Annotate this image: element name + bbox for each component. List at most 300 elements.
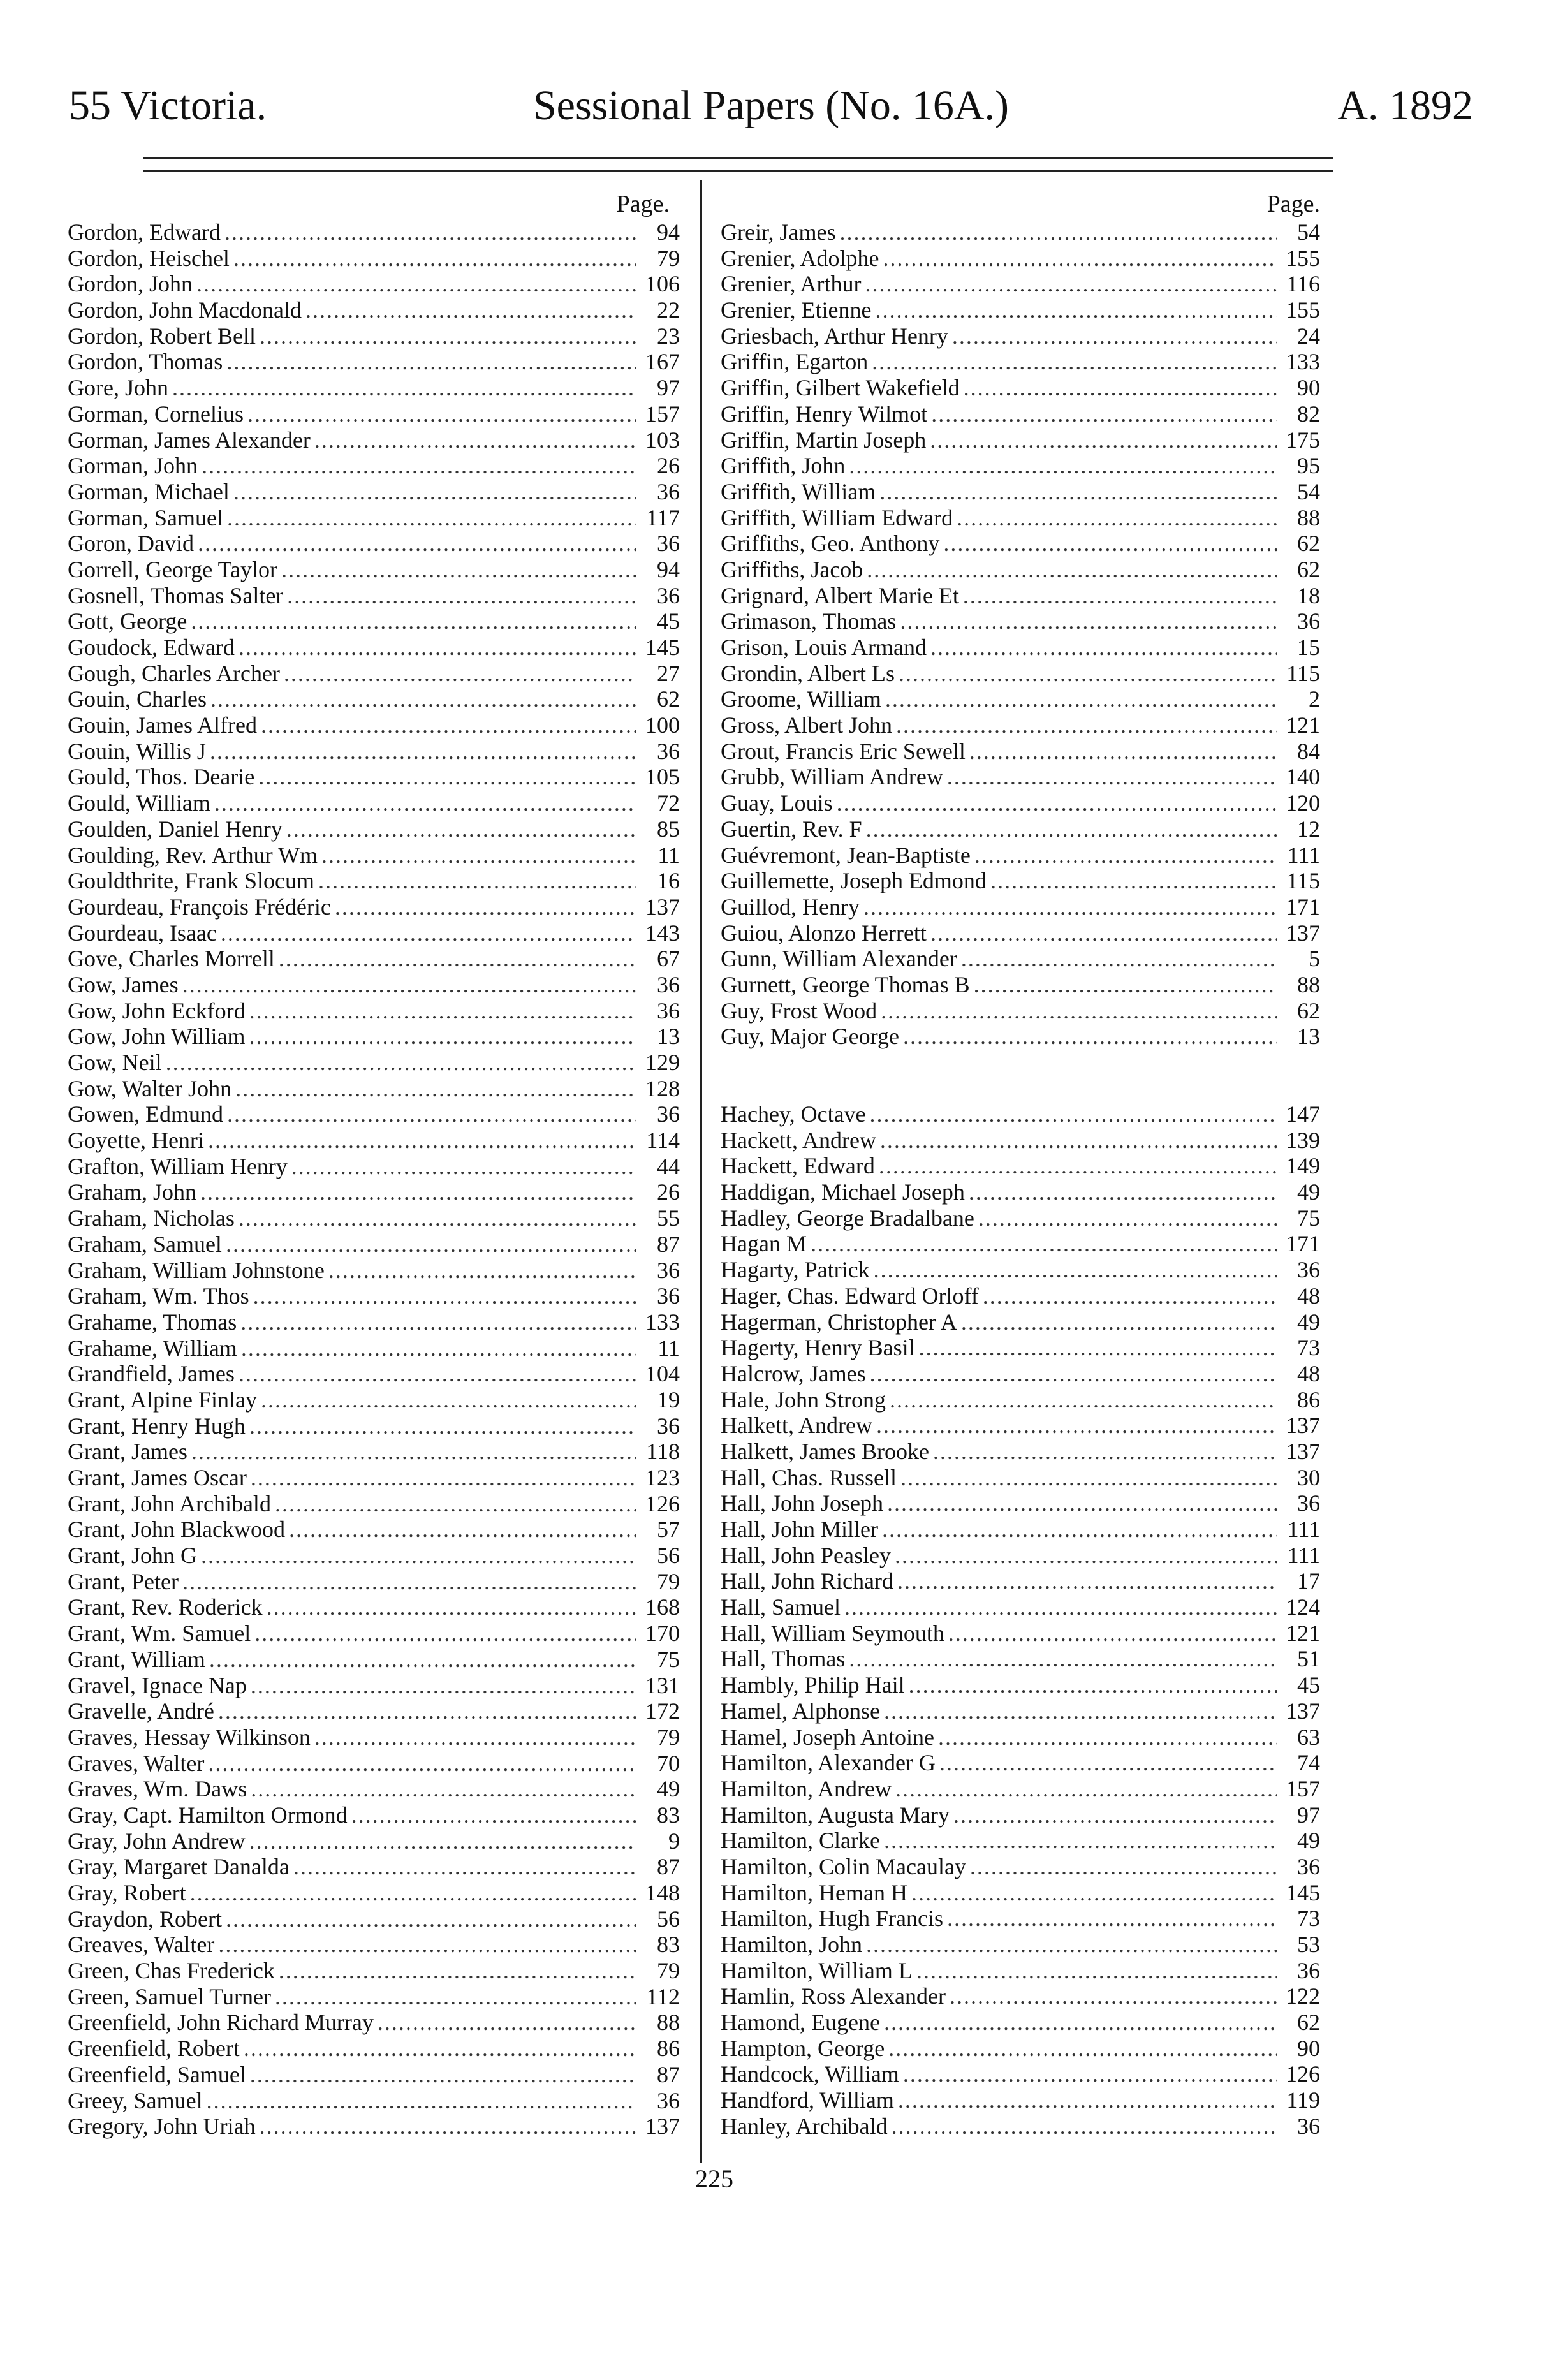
- entry-page-number: 49: [1297, 1309, 1320, 1335]
- index-entry: [721, 246, 1320, 272]
- entry-name: Gorrell, George Taylor: [68, 556, 278, 582]
- dot-leader: [249, 1413, 636, 1439]
- entry-name: Grant, James Oscar: [68, 1465, 247, 1490]
- entry-page-number: 36: [657, 1413, 680, 1439]
- index-entry: [721, 1309, 1320, 1335]
- index-entry: [68, 1880, 680, 1906]
- index-entry: [68, 686, 680, 712]
- entry-name: Hagerty, Henry Basil: [721, 1335, 915, 1361]
- entry-name: Graham, Samuel: [68, 1231, 222, 1257]
- dot-leader: [933, 1439, 1277, 1465]
- entry-name: Hamlin, Ross Alexander: [721, 1983, 946, 2009]
- index-entry: [721, 2036, 1320, 2062]
- entry-name: Haddigan, Michael Joseph: [721, 1179, 965, 1205]
- index-entry: [721, 1128, 1320, 1154]
- entry-name: Gow, Walter John: [68, 1075, 232, 1101]
- dot-leader: [378, 2009, 636, 2036]
- dot-leader: [930, 635, 1277, 661]
- index-entry: [68, 894, 680, 920]
- entry-page-number: 137: [1286, 1698, 1320, 1724]
- dot-leader: [930, 427, 1277, 453]
- entry-name: Hamilton, Heman H: [721, 1879, 907, 1906]
- index-entry: [68, 479, 680, 505]
- dot-leader: [254, 1620, 636, 1647]
- dot-leader: [233, 246, 636, 272]
- entry-name: Handford, William: [721, 2087, 894, 2113]
- index-entry: [721, 1465, 1320, 1491]
- entry-name: Graham, William Johnstone: [68, 1257, 325, 1283]
- entry-name: Gravelle, André: [68, 1698, 214, 1724]
- entry-page-number: 83: [657, 1932, 680, 1958]
- dot-leader: [314, 1724, 636, 1751]
- index-entry: [68, 1154, 680, 1180]
- header-rule-top: [143, 157, 1333, 159]
- index-entry: [68, 608, 680, 635]
- index-entry: [721, 661, 1320, 687]
- entry-name: Grant, Alpine Finlay: [68, 1386, 257, 1413]
- index-entry: [721, 1776, 1320, 1802]
- entry-name: Hamilton, Augusta Mary: [721, 1802, 950, 1828]
- entry-page-number: 95: [1297, 453, 1320, 479]
- dot-leader: [837, 790, 1277, 816]
- dot-leader: [884, 1698, 1277, 1724]
- entry-page-number: 73: [1297, 1335, 1320, 1361]
- entry-name: Gordon, Heischel: [68, 245, 230, 271]
- index-entry: [721, 1335, 1320, 1361]
- entry-name: Grant, Peter: [68, 1568, 179, 1594]
- entry-page-number: 18: [1297, 582, 1320, 608]
- dot-leader: [844, 1594, 1277, 1620]
- index-entry: [68, 1309, 680, 1335]
- index-entry: [721, 1231, 1320, 1257]
- entry-name: Gunn, William Alexander: [721, 946, 957, 972]
- index-entry: [68, 1413, 680, 1439]
- dot-leader: [328, 1258, 636, 1284]
- dot-leader: [903, 2061, 1277, 2087]
- dot-leader: [293, 1854, 636, 1880]
- dot-leader: [226, 349, 636, 375]
- index-entry: [68, 2009, 680, 2036]
- dot-leader: [209, 1647, 636, 1673]
- entry-name: Gouin, Willis J: [68, 738, 206, 764]
- index-entry: [68, 1620, 680, 1647]
- entry-page-number: 73: [1297, 1906, 1320, 1932]
- dot-leader: [351, 1802, 636, 1828]
- entry-page-number: 88: [1297, 971, 1320, 997]
- entry-page-number: 175: [1286, 427, 1320, 453]
- dot-leader: [200, 1179, 636, 1205]
- entry-page-number: 116: [1286, 271, 1320, 297]
- dot-leader: [191, 1439, 636, 1465]
- entry-name: Hamel, Alphonse: [721, 1698, 880, 1724]
- index-entry: [721, 894, 1320, 920]
- index-entry: [68, 1854, 680, 1880]
- entry-name: Grahame, William: [68, 1335, 237, 1361]
- dot-leader: [892, 2113, 1277, 2140]
- dot-leader: [950, 1983, 1277, 2009]
- dot-leader: [964, 375, 1277, 401]
- entry-name: Grenier, Adolphe: [721, 245, 879, 271]
- entry-name: Grant, Rev. Roderick: [68, 1594, 263, 1620]
- index-entry: [68, 1050, 680, 1076]
- entry-page-number: 49: [657, 1776, 680, 1802]
- dot-leader: [970, 1854, 1277, 1880]
- entry-page-number: 90: [1297, 2035, 1320, 2061]
- index-column-left: [68, 189, 680, 2140]
- entry-page-number: 15: [1297, 635, 1320, 660]
- dot-leader: [190, 1880, 636, 1906]
- index-entry: [721, 738, 1320, 765]
- dot-leader: [305, 297, 636, 323]
- entry-page-number: 49: [1297, 1828, 1320, 1854]
- dot-leader: [866, 816, 1277, 842]
- entry-name: Hamilton, Hugh Francis: [721, 1906, 943, 1932]
- entry-page-number: 97: [657, 375, 680, 401]
- index-entry: [721, 635, 1320, 661]
- entry-page-number: 84: [1297, 738, 1320, 764]
- dot-leader: [890, 1387, 1277, 1413]
- dot-leader: [249, 1024, 636, 1050]
- entry-page-number: 54: [1297, 478, 1320, 504]
- dot-leader: [974, 842, 1277, 869]
- entry-name: Halcrow, James: [721, 1360, 866, 1386]
- entry-page-number: 114: [646, 1128, 680, 1154]
- entry-name: Grubb, William Andrew: [721, 764, 943, 790]
- dot-leader: [990, 868, 1277, 894]
- entry-name: Grondin, Albert Ls: [721, 660, 895, 686]
- index-entry: [721, 1179, 1320, 1205]
- entry-page-number: 36: [657, 582, 680, 608]
- entry-page-number: 36: [657, 1283, 680, 1309]
- entry-name: Gosnell, Thomas Salter: [68, 582, 284, 608]
- dot-leader: [870, 1361, 1277, 1387]
- index-entry: [68, 531, 680, 557]
- dot-leader: [930, 920, 1277, 946]
- index-entry: [68, 1076, 680, 1102]
- column-divider: [700, 180, 702, 2163]
- entry-page-number: 112: [646, 1983, 680, 2009]
- index-entry: [721, 1205, 1320, 1231]
- entry-name: Gurnett, George Thomas B: [721, 971, 970, 997]
- entry-name: Hamilton, John: [721, 1932, 862, 1957]
- index-entry: [721, 1958, 1320, 1984]
- entry-page-number: 11: [657, 842, 680, 868]
- index-entry: [721, 2009, 1320, 2036]
- entry-page-number: 36: [1297, 1257, 1320, 1283]
- entry-name: Green, Samuel Turner: [68, 1983, 271, 2009]
- entry-name: Grandfield, James: [68, 1361, 235, 1387]
- entry-page-number: 111: [1287, 1517, 1320, 1542]
- entry-page-number: 87: [657, 1854, 680, 1880]
- entry-name: Hackett, Edward: [721, 1153, 875, 1179]
- entry-page-number: 123: [645, 1465, 680, 1490]
- entry-page-number: 11: [657, 1335, 680, 1361]
- entry-page-number: 26: [657, 453, 680, 479]
- dot-leader: [210, 686, 636, 712]
- entry-name: Gouin, James Alfred: [68, 712, 257, 738]
- entry-name: Gorman, Michael: [68, 478, 230, 504]
- entry-page-number: 137: [1286, 920, 1320, 946]
- dot-leader: [239, 635, 636, 661]
- entry-name: Gould, Thos. Dearie: [68, 764, 255, 790]
- index-entry: [68, 583, 680, 609]
- entry-name: Guertin, Rev. F: [721, 816, 862, 842]
- index-entry: [721, 427, 1320, 453]
- index-entry: [721, 2061, 1320, 2087]
- dot-leader: [267, 1594, 636, 1620]
- index-entry: [68, 816, 680, 842]
- index-entry: [68, 1024, 680, 1050]
- entry-name: Hambly, Philip Hail: [721, 1672, 905, 1698]
- entry-page-number: 9: [668, 1828, 680, 1854]
- entry-page-number: 145: [1286, 1879, 1320, 1906]
- entry-name: Griffin, Henry Wilmot: [721, 400, 928, 427]
- entry-name: Grant, Wm. Samuel: [68, 1620, 251, 1647]
- header-year: A. 1892: [1337, 82, 1473, 129]
- entry-name: Hagerman, Christopher A: [721, 1309, 957, 1335]
- entry-name: Hamilton, William L: [721, 1957, 913, 1983]
- dot-leader: [261, 712, 636, 738]
- index-entry: [68, 635, 680, 661]
- index-entry: [68, 1128, 680, 1154]
- entry-page-number: 16: [657, 868, 680, 894]
- index-entry: [68, 1724, 680, 1751]
- dot-leader: [948, 1620, 1277, 1647]
- entry-page-number: 62: [1297, 997, 1320, 1024]
- index-entry: [68, 557, 680, 583]
- section-gap: [721, 1050, 1320, 1101]
- index-entry: [721, 946, 1320, 972]
- entry-page-number: 117: [646, 504, 680, 531]
- index-entry: [721, 1543, 1320, 1569]
- index-entry: [68, 1517, 680, 1543]
- index-entry: [68, 1984, 680, 2010]
- index-entry: [721, 1568, 1320, 1594]
- entry-page-number: 88: [1297, 504, 1320, 531]
- entry-name: Greir, James: [721, 219, 836, 245]
- entry-page-number: 129: [645, 1050, 680, 1075]
- index-entry: [721, 1802, 1320, 1828]
- entry-name: Griffith, William: [721, 478, 876, 504]
- entry-page-number: 111: [1287, 842, 1320, 868]
- index-entry: [721, 2087, 1320, 2113]
- dot-leader: [166, 1050, 636, 1076]
- dot-leader: [887, 1490, 1277, 1517]
- entry-name: Gouldthrite, Frank Slocum: [68, 868, 314, 894]
- entry-name: Goulding, Rev. Arthur Wm: [68, 842, 318, 868]
- entry-page-number: 119: [1286, 2087, 1320, 2113]
- entry-page-number: 147: [1286, 1101, 1320, 1127]
- entry-name: Grant, John Archibald: [68, 1490, 271, 1517]
- entry-name: Hampton, George: [721, 2035, 885, 2061]
- entry-page-number: 36: [1297, 1957, 1320, 1983]
- index-entry: [68, 1828, 680, 1855]
- entry-name: Graham, John: [68, 1179, 196, 1205]
- entry-page-number: 51: [1297, 1646, 1320, 1672]
- dot-leader: [250, 2062, 636, 2088]
- entry-page-number: 168: [645, 1594, 680, 1620]
- index-entry: [68, 790, 680, 816]
- dot-leader: [953, 1802, 1277, 1828]
- entry-page-number: 155: [1286, 297, 1320, 323]
- entry-name: Griffiths, Jacob: [721, 556, 863, 582]
- entry-name: Grison, Louis Armand: [721, 635, 927, 660]
- entry-name: Gourdeau, Isaac: [68, 920, 217, 946]
- dot-leader: [867, 557, 1277, 583]
- entry-page-number: 57: [657, 1517, 680, 1543]
- entry-name: Hadley, George Bradalbane: [721, 1205, 974, 1231]
- dot-leader: [221, 920, 636, 946]
- entry-name: Greaves, Walter: [68, 1932, 215, 1958]
- dot-leader: [286, 816, 636, 842]
- entry-page-number: 12: [1297, 816, 1320, 842]
- index-entry: [68, 1205, 680, 1231]
- dot-leader: [895, 1543, 1277, 1569]
- entry-page-number: 36: [657, 1257, 680, 1283]
- dot-leader: [198, 531, 636, 557]
- entry-page-number: 86: [1297, 1386, 1320, 1413]
- index-entry: [721, 219, 1320, 246]
- entry-name: Gowen, Edmund: [68, 1101, 223, 1128]
- entry-page-number: 63: [1297, 1724, 1320, 1750]
- entry-page-number: 45: [657, 608, 680, 635]
- entry-page-number: 79: [657, 1724, 680, 1750]
- entry-page-number: 62: [657, 686, 680, 712]
- entry-page-number: 94: [657, 556, 680, 582]
- entry-name: Hamel, Joseph Antoine: [721, 1724, 934, 1750]
- dot-leader: [879, 1153, 1277, 1179]
- index-entry: [68, 1569, 680, 1595]
- entry-name: Griffith, John: [721, 453, 846, 479]
- index-entry: [68, 1361, 680, 1387]
- entry-name: Gow, Neil: [68, 1050, 162, 1075]
- entry-page-number: 36: [657, 971, 680, 997]
- index-entry: [721, 1672, 1320, 1698]
- entry-name: Griffin, Martin Joseph: [721, 427, 927, 453]
- entry-name: Groome, William: [721, 686, 881, 712]
- entry-name: Hagarty, Patrick: [721, 1257, 870, 1283]
- index-entry: [68, 1932, 680, 1958]
- entry-name: Halkett, Andrew: [721, 1413, 872, 1439]
- entry-page-number: 54: [1297, 219, 1320, 245]
- entry-name: Hager, Chas. Edward Orloff: [721, 1282, 979, 1309]
- entry-page-number: 24: [1297, 323, 1320, 349]
- dot-leader: [881, 998, 1277, 1024]
- entry-page-number: 118: [646, 1439, 680, 1465]
- dot-leader: [879, 479, 1277, 505]
- index-entry: [721, 401, 1320, 427]
- entry-page-number: 171: [1286, 1231, 1320, 1257]
- entry-name: Gorman, Cornelius: [68, 400, 244, 427]
- entry-name: Guy, Frost Wood: [721, 997, 877, 1024]
- index-entry: [68, 738, 680, 765]
- dot-leader: [884, 1828, 1277, 1854]
- dot-leader: [943, 531, 1277, 557]
- entry-page-number: 19: [657, 1386, 680, 1413]
- entry-name: Hamond, Eugene: [721, 2009, 880, 2036]
- entry-name: Hackett, Andrew: [721, 1127, 876, 1153]
- index-entry: [721, 531, 1320, 557]
- entry-name: Gordon, Edward: [68, 219, 221, 245]
- entry-page-number: 5: [1309, 946, 1320, 972]
- entry-page-number: 36: [1297, 2113, 1320, 2139]
- entry-page-number: 70: [657, 1750, 680, 1776]
- dot-leader: [182, 1569, 636, 1595]
- dot-leader: [872, 349, 1277, 375]
- dot-leader: [202, 453, 636, 479]
- entry-page-number: 124: [1286, 1594, 1320, 1620]
- entry-page-number: 105: [645, 764, 680, 790]
- entry-name: Greenfield, Samuel: [68, 2061, 246, 2087]
- entry-name: Gourdeau, François Frédéric: [68, 893, 331, 920]
- index-entry: [68, 1958, 680, 1984]
- dot-leader: [957, 505, 1277, 531]
- entry-name: Hamilton, Colin Macaulay: [721, 1853, 966, 1879]
- entry-page-number: 23: [657, 323, 680, 349]
- dot-leader: [880, 1128, 1277, 1154]
- entry-name: Hall, William Seymouth: [721, 1620, 944, 1646]
- entry-name: Gow, John Eckford: [68, 997, 246, 1024]
- dot-leader: [882, 1517, 1277, 1543]
- dot-leader: [874, 1257, 1277, 1283]
- dot-leader: [287, 583, 636, 609]
- dot-leader: [281, 557, 636, 583]
- dot-leader: [201, 1543, 636, 1569]
- entry-name: Gray, Margaret Danalda: [68, 1854, 290, 1880]
- index-entry: [68, 1751, 680, 1777]
- dot-leader: [239, 1205, 636, 1231]
- index-entry: [68, 1776, 680, 1802]
- dot-leader: [870, 1101, 1277, 1128]
- entry-name: Guy, Major George: [721, 1024, 899, 1050]
- dot-leader: [974, 972, 1277, 998]
- entry-page-number: 106: [645, 271, 680, 297]
- dot-leader: [911, 1880, 1277, 1906]
- index-entry: [721, 349, 1320, 375]
- dot-leader: [318, 868, 636, 894]
- entry-page-number: 121: [1286, 712, 1320, 738]
- entry-page-number: 30: [1297, 1464, 1320, 1490]
- entry-name: Grenier, Arthur: [721, 271, 862, 297]
- dot-leader: [969, 1179, 1277, 1205]
- entry-page-number: 44: [657, 1153, 680, 1179]
- entry-page-number: 87: [657, 1231, 680, 1257]
- index-entry: [68, 2062, 680, 2088]
- entry-page-number: 36: [657, 738, 680, 764]
- dot-leader: [218, 1932, 636, 1958]
- index-entry: [68, 505, 680, 531]
- index-entry: [721, 1932, 1320, 1958]
- index-entry: [68, 375, 680, 401]
- index-entry: [68, 1335, 680, 1362]
- entry-name: Hachey, Octave: [721, 1101, 866, 1127]
- entry-page-number: 13: [1297, 1024, 1320, 1050]
- entry-name: Grahame, Thomas: [68, 1309, 237, 1335]
- entry-name: Gott, George: [68, 608, 187, 635]
- dot-leader: [208, 1128, 636, 1154]
- index-entry: [721, 1594, 1320, 1620]
- index-entry: [721, 1024, 1320, 1050]
- entry-name: Gough, Charles Archer: [68, 660, 280, 686]
- entry-page-number: 67: [657, 946, 680, 972]
- index-entry: [721, 1854, 1320, 1880]
- entry-page-number: 48: [1297, 1282, 1320, 1309]
- entry-page-number: 36: [657, 478, 680, 504]
- dot-leader: [214, 790, 636, 816]
- index-entry: [721, 686, 1320, 712]
- dot-leader: [260, 2113, 636, 2140]
- entry-page-number: 74: [1297, 1750, 1320, 1776]
